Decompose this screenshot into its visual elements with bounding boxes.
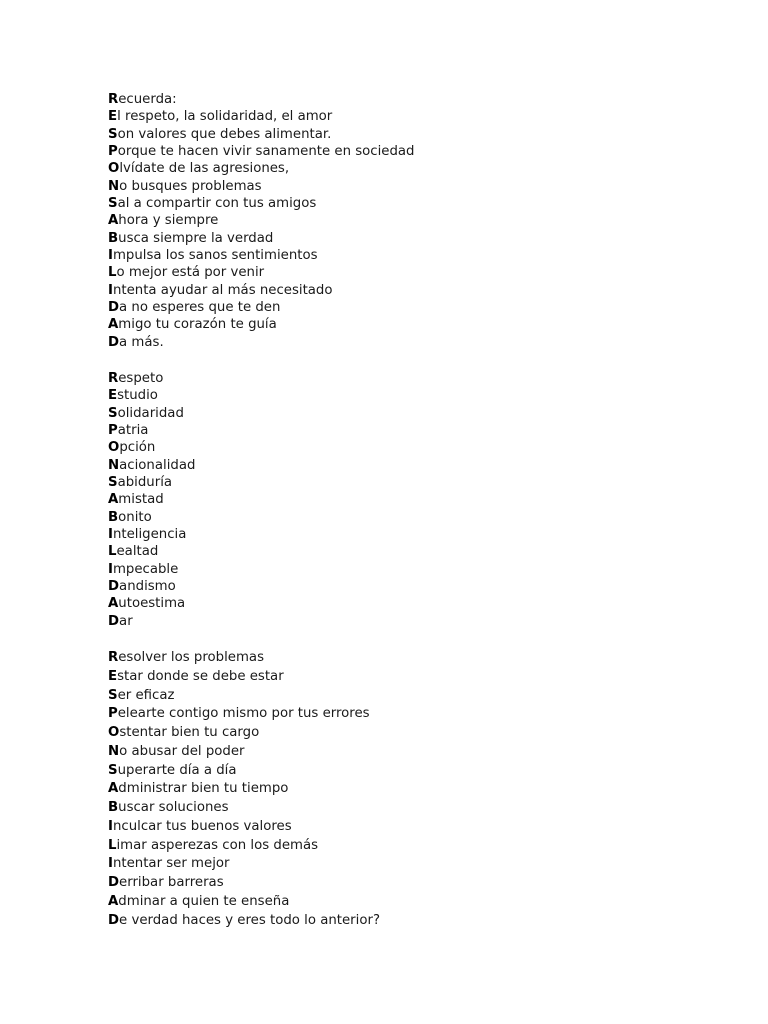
acrostic-line [108,457,195,474]
acrostic-line-text: lvídate de las agresiones, [119,161,290,177]
acrostic-line [108,282,415,299]
acrostic-initial: O [108,161,120,177]
acrostic-initial: B [108,800,119,815]
acrostic-line-text: abiduría [117,475,173,491]
acrostic-line-text: mpecable [112,561,179,577]
acrostic-line [108,178,415,195]
acrostic-line [108,874,380,893]
acrostic-line-text: nteligencia [112,527,187,543]
acrostic-line [108,613,195,630]
acrostic-line [108,837,380,856]
acrostic-line [108,543,195,560]
acrostic-line-text: star donde se debe estar [117,668,284,684]
acrostic-line [108,474,195,491]
acrostic-line-text: uscar soluciones [118,800,229,815]
acrostic-initial: I [108,818,113,834]
acrostic-line [108,230,415,247]
acrostic-line [108,247,415,264]
acrostic-initial: A [108,596,119,612]
acrostic-line [108,387,195,404]
acrostic-line-text: onito [118,509,152,525]
acrostic-line [108,509,195,526]
acrostic-initial: S [108,405,118,421]
acrostic-initial: P [108,706,118,722]
acrostic-line [108,126,415,143]
acrostic-line-text: ealtad [116,544,159,560]
acrostic-line [108,439,195,456]
acrostic-line-text: stentar bien tu cargo [119,725,260,740]
acrostic-initial: S [108,196,118,212]
acrostic-line-text: pción [119,440,156,456]
acrostic-initial: R [108,92,119,107]
acrostic-line [108,526,195,543]
acrostic-initial: S [108,762,118,778]
acrostic-line-text: utoestima [118,596,186,612]
acrostic-line-text: migo tu corazón te guía [118,317,277,333]
acrostic-initial: A [108,492,119,508]
acrostic-word-list [108,370,195,630]
acrostic-line [108,370,195,387]
acrostic-line-text: e verdad haces y eres todo lo anterior? [119,912,380,928]
acrostic-line [108,649,380,668]
acrostic-line-text: erribar barreras [119,875,224,890]
acrostic-line-text: uperarte día a día [117,762,237,778]
acrostic-line [108,195,415,212]
acrostic-initial: D [108,334,120,350]
acrostic-line [108,422,195,439]
acrostic-initial: P [108,423,118,439]
acrostic-line [108,893,380,912]
acrostic-initial: D [108,300,120,316]
acrostic-initial: O [108,440,120,456]
acrostic-line-text: ecuerda: [118,92,177,107]
acrostic-initial: S [108,687,118,703]
acrostic-line [108,491,195,508]
acrostic-line-text: hora y siempre [118,213,219,229]
acrostic-initial: N [108,178,120,194]
acrostic-initial: I [108,248,113,264]
acrostic-line [108,724,380,743]
acrostic-line-text: al a compartir con tus amigos [117,196,317,212]
acrostic-initial: R [108,371,119,386]
acrostic-line [108,212,415,229]
acrostic-initial: L [108,544,117,560]
acrostic-line [108,299,415,316]
acrostic-initial: D [108,875,120,890]
acrostic-line [108,108,415,125]
acrostic-line [108,818,380,837]
acrostic-line [108,762,380,781]
acrostic-line-text: o busques problemas [119,178,262,194]
acrostic-line-text: nculcar tus buenos valores [112,818,292,834]
acrostic-line-text: mistad [118,492,164,508]
acrostic-initial: A [108,213,119,229]
acrostic-initial: S [108,475,118,491]
acrostic-initial: A [108,781,119,797]
acrostic-line [108,855,380,874]
acrostic-initial: S [108,126,118,142]
acrostic-line [108,91,415,108]
acrostic-poem-1 [108,91,415,351]
acrostic-line [108,687,380,706]
acrostic-line [108,334,415,351]
acrostic-initial: I [108,561,113,577]
acrostic-line-text: elearte contigo mismo por tus errores [117,706,370,722]
acrostic-line-text: er eficaz [117,687,175,703]
acrostic-line-text: studio [117,388,158,404]
acrostic-line-text: ntentar ser mejor [112,856,230,872]
acrostic-line [108,143,415,160]
acrostic-line-text: dministrar bien tu tiempo [118,781,289,797]
acrostic-initial: N [108,457,120,473]
acrostic-line [108,780,380,799]
acrostic-line-text: a más. [119,334,164,350]
acrostic-line-text: a no esperes que te den [119,300,281,316]
acrostic-line-text: espeto [118,371,164,386]
acrostic-line [108,799,380,818]
acrostic-line-text: andismo [119,579,176,595]
acrostic-line [108,912,380,931]
acrostic-line-text: ar [119,613,133,629]
acrostic-initial: E [108,668,118,684]
acrostic-line-text: dminar a quien te enseña [118,893,290,909]
acrostic-initial: O [108,725,120,740]
acrostic-line-text: on valores que debes alimentar. [117,126,332,142]
acrostic-line-text: atria [117,423,149,439]
acrostic-initial: L [108,265,117,281]
acrostic-initial: B [108,509,119,525]
acrostic-line [108,578,195,595]
acrostic-line-text: mpulsa los sanos sentimientos [112,248,318,264]
acrostic-initial: I [108,527,113,543]
acrostic-initial: I [108,282,113,298]
acrostic-line-text: o abusar del poder [119,743,245,759]
acrostic-line [108,595,195,612]
acrostic-line-text: imar asperezas con los demás [116,837,319,853]
acrostic-line-text: ntenta ayudar al más necesitado [112,282,333,298]
acrostic-line [108,316,415,333]
acrostic-line-text: o mejor está por venir [116,265,265,281]
acrostic-initial: D [108,912,120,928]
acrostic-line [108,405,195,422]
acrostic-initial: N [108,743,120,759]
acrostic-line [108,264,415,281]
acrostic-line-text: orque te hacen vivir sanamente en sociedad [117,144,415,160]
acrostic-line-text: olidaridad [117,405,184,421]
acrostic-line [108,743,380,762]
acrostic-poem-2 [108,649,380,930]
acrostic-initial: A [108,893,119,909]
acrostic-initial: E [108,109,118,125]
acrostic-line-text: acionalidad [119,457,196,473]
acrostic-initial: R [108,650,119,665]
acrostic-initial: B [108,230,119,246]
acrostic-initial: L [108,837,117,853]
acrostic-line [108,668,380,687]
acrostic-line [108,561,195,578]
acrostic-line-text: l respeto, la solidaridad, el amor [117,109,333,125]
acrostic-line [108,705,380,724]
acrostic-initial: D [108,579,120,595]
acrostic-initial: A [108,317,119,333]
acrostic-initial: D [108,613,120,629]
acrostic-initial: P [108,144,118,160]
acrostic-initial: E [108,388,118,404]
acrostic-line [108,160,415,177]
acrostic-initial: I [108,856,113,872]
acrostic-line-text: usca siempre la verdad [118,230,274,246]
acrostic-line-text: esolver los problemas [118,650,265,665]
